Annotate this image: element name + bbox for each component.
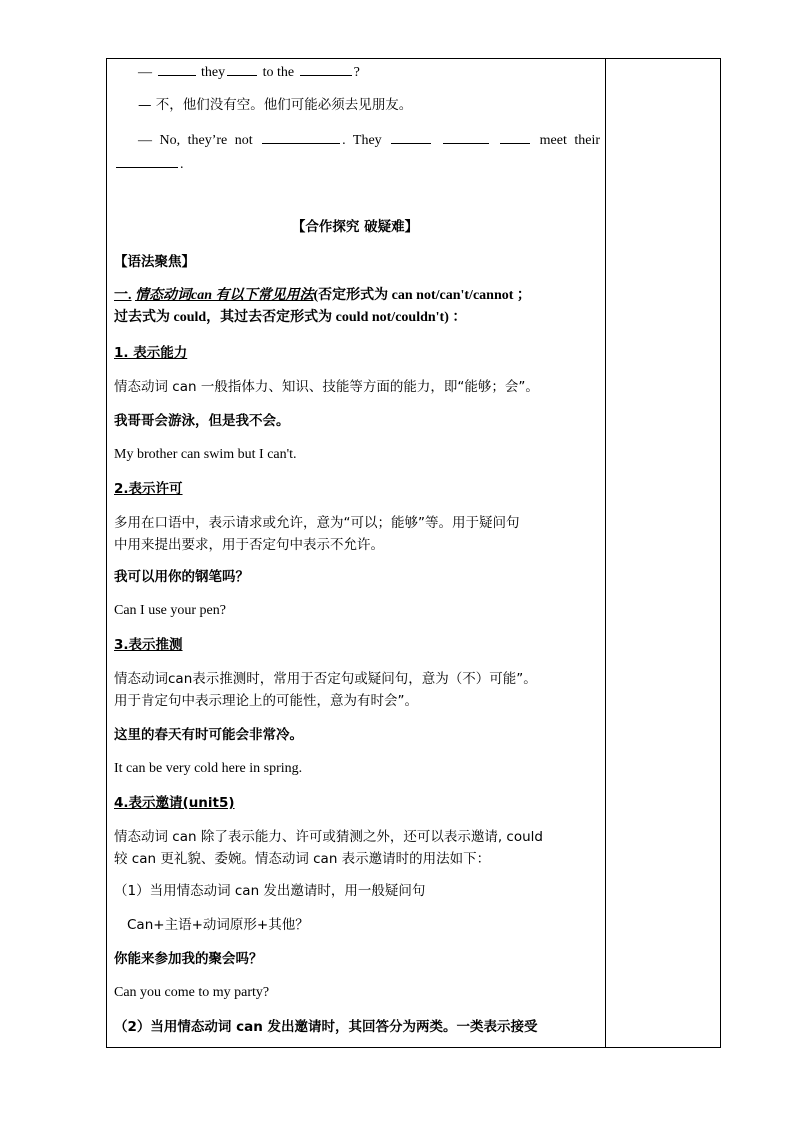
sub1-example-cn: 我哥哥会游泳，但是我不会。 [114, 413, 290, 429]
dialog-answer-en-cont: . [114, 153, 184, 175]
point-one-line1: 一. 情态动词can 有以下常见用法(否定形式为 can not/can't/cannot ； [114, 288, 531, 303]
sub4-desc-line1: 情态动词 can 除了表示能力、许可或猜测之外，还可以表示邀请, could [114, 829, 543, 845]
sub1-desc: 情态动词 can 一般指体力、知识、技能等方面的能力，即“能够；会”。 [114, 379, 539, 395]
sub3-desc-line2: 用于肯定句中表示理论上的可能性，意为有时会”。 [114, 693, 418, 709]
blank [391, 129, 431, 144]
blank [300, 61, 352, 76]
blank [500, 129, 530, 144]
blank [116, 153, 178, 168]
sub2-desc-line1: 多用在口语中，表示请求或允许，意为“可以；能够”等。用于疑问句 [114, 515, 520, 531]
sub4-heading: 4.表示邀请(unit5) [114, 795, 235, 811]
blank [227, 61, 257, 76]
dialog-answer-en: — No, they’re not . They meet their [138, 129, 596, 151]
sub4-rule2: （2）当用情态动词 can 发出邀请时，其回答分为两类。一类表示接受 [114, 1019, 538, 1035]
sub2-example-cn: 我可以用你的钢笔吗？ [114, 569, 249, 585]
sub2-desc-line2: 中用来提出要求，用于否定句中表示不允许。 [114, 537, 384, 553]
sub4-rule1: （1）当用情态动词 can 发出邀请时，用一般疑问句 [114, 883, 426, 899]
dialog-answer-cn: — 不，他们没有空。他们可能必须去见朋友。 [138, 97, 413, 113]
grammar-focus-heading: 【语法聚焦】 [114, 254, 195, 270]
sub3-example-en: It can be very cold here in spring. [114, 761, 303, 776]
sub3-example-cn: 这里的春天有时可能会非常冷。 [114, 727, 303, 743]
sub4-example-cn: 你能来参加我的聚会吗？ [114, 951, 263, 967]
sub1-heading: 1. 表示能力 [114, 345, 188, 361]
sub3-desc-line1: 情态动词can表示推测时，常用于否定句或疑问句，意为（不）可能”。 [114, 671, 537, 687]
blank [443, 129, 489, 144]
sub2-heading: 2.表示许可 [114, 481, 183, 497]
sub4-example-en: Can you come to my party? [114, 985, 270, 1000]
dialog-question: — they to the ? [138, 61, 360, 83]
sub4-pattern: Can+主语+动词原形+其他？ [127, 917, 309, 933]
blank [262, 129, 340, 144]
column-divider [605, 59, 606, 1047]
page-table [106, 58, 721, 1048]
blank [158, 61, 196, 76]
sub2-example-en: Can I use your pen? [114, 603, 226, 618]
sub3-heading: 3.表示推测 [114, 637, 183, 653]
point-one-line2: 过去式为 could，其过去否定形式为 could not/couldn't) ： [114, 310, 467, 325]
sub4-desc-line2: 较 can 更礼貌、委婉。情态动词 can 表示邀请时的用法如下： [114, 851, 491, 867]
section-title: 【合作探究 破疑难】 [291, 219, 419, 235]
sub1-example-en: My brother can swim but I can't. [114, 447, 297, 462]
